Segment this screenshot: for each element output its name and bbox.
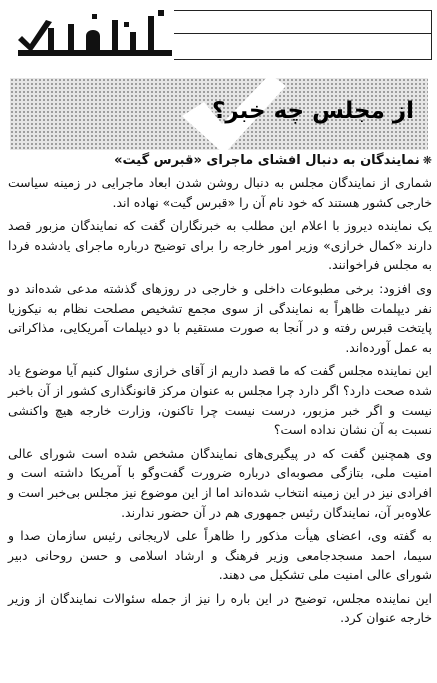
paragraph: وی همچنین گفت که در پیگیری‌های نمایندگان مشخص شده است شورای عالی امنیت ملی، بتازگی مصوبه‌ای درباره ضرورت گفت‌وگو با آمریکا داشته است و افرادی نیز در این زمینه انتخاب شده‌اند اما از این موضوع نیز مجلس بی‌خبر است و علاوه‌بر آن، نمایندگان رئیس جمهوری هم در آن حضور ندارند.	[8, 445, 432, 520]
masthead	[6, 4, 432, 66]
paragraph: وی افزود: برخی مطبوعات داخلی و خارجی در روزهای گذشته مدعی شده‌اند دو نفر دیپلمات ظاهراً به نمایندگی از سوی مجمع تشخیص مصلحت نظام به نیکوزیا پایتخت قبرس رفته و در آنجا به صورت مستقیم با دو دیپلمات آمریکایی، مذاکراتی به عمل آورده‌اند.	[8, 280, 432, 355]
article-headline	[8, 151, 432, 171]
newspaper-logo	[8, 6, 178, 64]
paragraph: این نماینده مجلس، توضیح در این باره را نیز از جمله سئوالات نمایندگان از وزیر خارجه عنوان کرد.	[8, 590, 432, 626]
masthead-frame	[174, 10, 432, 60]
section-title: از مجلس چه خبر؟	[211, 98, 414, 124]
paragraph: یک نماینده دیروز با اعلام این مطلب به خبرنگاران گفت که نمایندگان مزبور قصد دارند «کمال خرازی» وزیر امور خارجه را برای توضیح درباره ماجرای یادشده فردا به مجلس فراخوانند.	[8, 218, 432, 273]
headline-text: نمایندگان به دنبال افشای ماجرای «قبرس گیت»	[114, 153, 420, 168]
article	[8, 150, 432, 680]
section-header	[10, 78, 428, 150]
paragraph: شماری از نمایندگان مجلس به دنبال روشن شدن ابعاد ماجرایی در زمینه سیاست خارجی کشور هستند که خود نام آن را «قبرس گیت» نهاده اند.	[8, 175, 432, 210]
paragraph: به گفته وی، اعضای هیأت مذکور را ظاهراً علی لاریجانی رئیس سازمان صدا و سیما، احمد مسجدجامعی وزیر فرهنگ و ارشاد اسلامی و حسن روحانی دبیر شورای عالی امنیت ملی تشکیل می دهند.	[8, 528, 432, 583]
paragraph: این نماینده مجلس گفت که ما قصد داریم از آقای خرازی سئوال کنیم آیا موضوع یاد شده صحت دارد؟ اگر دارد چرا مجلس به عنوان مرکز قانونگذاری کشور از آن باخبر نیست و اگر خبر مزبور، درست نیست چرا تاکنون، وزارت خارجه هیچ واکنشی نسبت به آن نشان نداده است؟	[8, 363, 432, 438]
bullet-icon: ❋	[422, 154, 432, 167]
